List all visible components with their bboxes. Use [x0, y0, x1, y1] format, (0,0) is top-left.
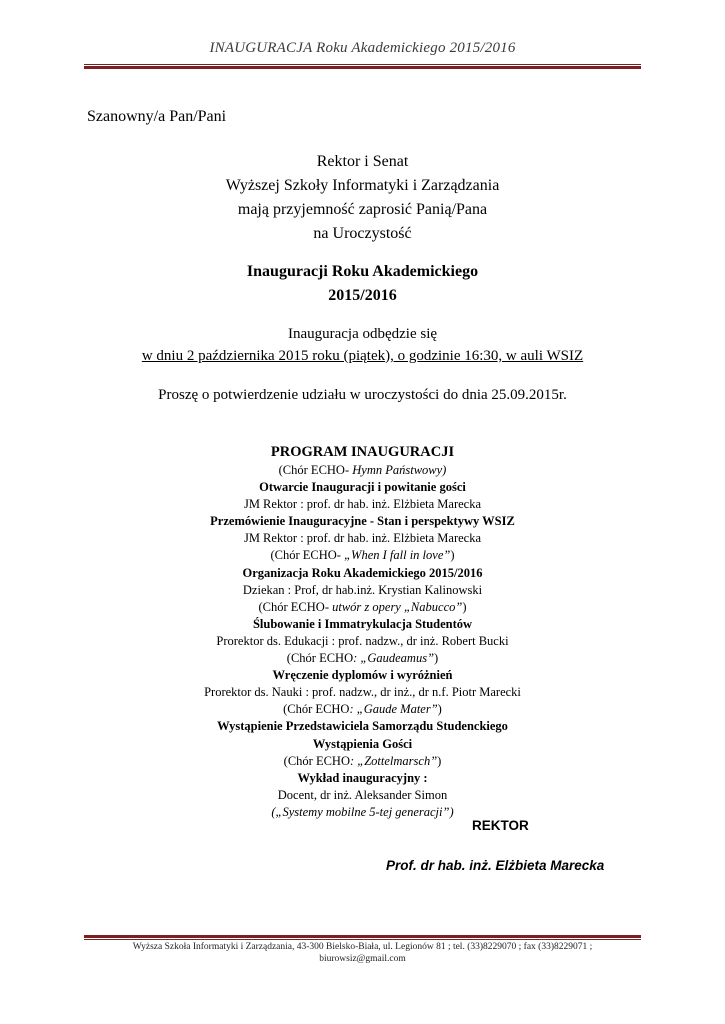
program-item: Wystąpienie Przedstawiciela Samorządu Studenckiego — [217, 719, 508, 734]
intro-line: Wyższej Szkoły Informatyki i Zarządzania — [225, 177, 500, 194]
footer-rule-thin — [84, 939, 641, 940]
program-item: JM Rektor : prof. dr hab. inż. Elżbieta Marecka — [243, 531, 482, 546]
program-item-label: (Chór ECHO — [286, 651, 354, 666]
event-info-line: Inauguracja odbędzie się — [287, 326, 438, 342]
program-item-suffix: ) — [437, 702, 442, 717]
event-title — [0, 260, 725, 308]
event-year: 2015/2016 — [328, 287, 397, 304]
event-info — [0, 323, 725, 367]
program-item: Wykład inauguracyjny : — [297, 770, 428, 785]
intro-line: mają przyjemność zaprosić Panią/Pana — [237, 201, 488, 218]
program-item-label: (Chór ECHO- — [278, 463, 353, 477]
program-item: Wystąpienia Gości — [312, 736, 413, 751]
program-item: Przemówienie Inauguracyjne - Stan i perspektywy WSIZ — [210, 514, 515, 529]
program-item-piece: „When I fall in love” — [344, 548, 451, 563]
header-rule-thick — [84, 66, 641, 69]
intro-line: Rektor i Senat — [316, 153, 409, 170]
program-item-label: (Chór ECHO- — [258, 599, 333, 614]
program-item: JM Rektor : prof. dr hab. inż. Elżbieta Marecka — [243, 497, 482, 512]
program-item-piece: utwór z opery „Nabucco” — [332, 599, 463, 614]
program-item — [0, 650, 725, 667]
salutation: Szanowny/a Pan/Pani — [87, 108, 227, 125]
program-item — [0, 462, 725, 479]
header-title: INAUGURACJA Roku Akademickiego 2015/2016 — [209, 40, 516, 56]
program-item-label: (Chór ECHO — [283, 753, 350, 768]
program-item: („Systemy mobilne 5-tej generacji”) — [271, 804, 454, 819]
footer-address: Wyższa Szkoła Informatyki i Zarządzania, 43-300 Bielsko-Biała, ul. Legionów 81 ; tel. (33)8229070 ; fax (33)8229071 ; — [132, 942, 593, 952]
program-heading: PROGRAM INAUGURACJI — [270, 444, 455, 460]
program-item-label: (Chór ECHO- — [270, 548, 345, 563]
program-item: Wręczenie dyplomów i wyróżnień — [272, 668, 453, 683]
program-item: Prorektor ds. Edukacji : prof. nadzw., dr inż. Robert Bucki — [216, 633, 509, 648]
intro-line: na Uroczystość — [313, 225, 412, 242]
invitation-intro — [0, 150, 725, 246]
program-item: Ślubowanie i Immatrykulacja Studentów — [252, 616, 473, 631]
program-item-suffix: ) — [437, 753, 442, 768]
program-list — [0, 462, 725, 821]
program-item: Docent, dr inż. Aleksander Simon — [277, 787, 448, 802]
program-item-piece: : „Gaude Mater” — [349, 702, 438, 717]
program-item-piece: : „Zottelmarsch” — [349, 753, 438, 768]
program-item — [0, 701, 725, 718]
event-title-line: Inauguracji Roku Akademickiego — [246, 263, 479, 280]
rsvp-note: Proszę o potwierdzenie udziału w uroczystości do dnia 25.09.2015r. — [158, 387, 567, 403]
program-item — [0, 599, 725, 616]
program-item — [0, 547, 725, 564]
program-section — [0, 442, 725, 821]
program-item-suffix: ) — [450, 548, 455, 563]
program-item-piece: : „Gaudeamus” — [353, 651, 435, 666]
program-item-suffix: ) — [462, 599, 467, 614]
program-item: Dziekan : Prof, dr hab.inż. Krystian Kalinowski — [242, 582, 483, 597]
program-item: Organizacja Roku Akademickiego 2015/2016 — [242, 565, 483, 580]
program-item-label: (Chór ECHO — [283, 702, 350, 717]
program-item-piece: Hymn Państwowy) — [352, 463, 447, 477]
footer-email: biurowsiz@gmail.com — [319, 954, 406, 964]
program-item-suffix: ) — [434, 651, 439, 666]
signature-name: Prof. dr hab. inż. Elżbieta Marecka — [386, 858, 605, 873]
event-date-line: w dniu 2 października 2015 roku (piątek), o godzinie 16:30, w auli WSIZ — [141, 348, 584, 364]
footer-rule-thick — [84, 935, 641, 938]
footer — [0, 941, 725, 965]
program-item: Otwarcie Inauguracji i powitanie gości — [259, 480, 466, 495]
signature-role: REKTOR — [472, 818, 529, 833]
header-rule-thin — [84, 64, 641, 65]
program-item: Prorektor ds. Nauki : prof. nadzw., dr inż., dr n.f. Piotr Marecki — [204, 685, 521, 700]
program-item — [0, 753, 725, 770]
